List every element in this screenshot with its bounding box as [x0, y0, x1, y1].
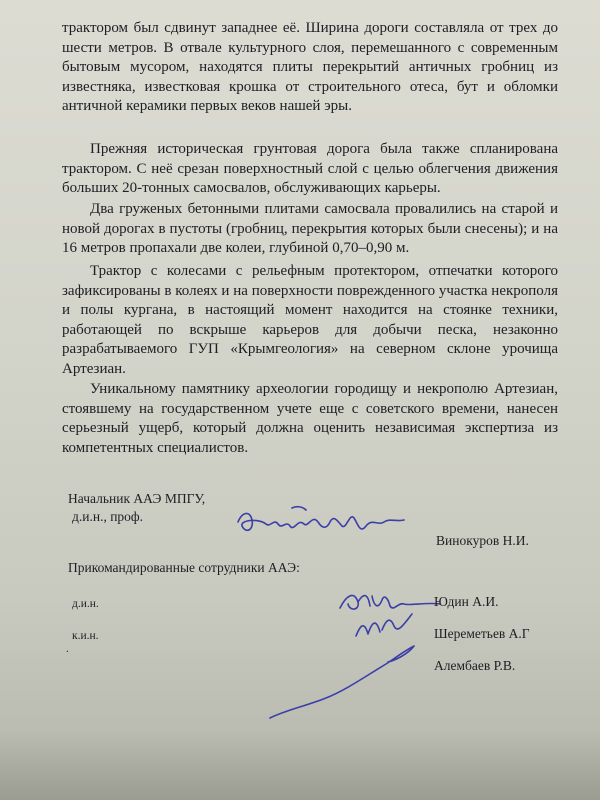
paragraph-trucks-collapse: Два груженых бетонными плитами самосвала провалились на старой и новой дорогах в пустоты (гробниц, перекрытия которых были снесены); и на 16 метров пропахали две колеи, глубиной 0,70–0,90 м. — [62, 201, 558, 256]
handwritten-signature-vinokurov — [232, 500, 412, 545]
head-name: Винокуров Н.И. — [436, 533, 529, 548]
page-edge-shadow — [0, 730, 600, 800]
staff-degree-2: к.и.н. — [72, 630, 99, 642]
paragraph-continuation: трактором был сдвинут западнее её. Ширина дороги составляла от трех до шести метров. В отвале культурного слоя, перемешанного с современным бытовым мусором, находятся плиты перекрытий античных гробниц из известняка, известковая крошка от строительного отеса, бут и обломки античной керамики первых веков нашей эры. — [62, 20, 558, 114]
staff-degree-1: д.и.н. — [72, 598, 99, 610]
paragraph-damage: Уникальному памятнику археологии городищу и некрополю Артезиан, стоявшему на государственном учете еще с советского времени, нанесен серьезный ущерб, который должна оценить независимая экспертиза из компетентных специалистов. — [62, 381, 558, 456]
staff-name-1: Юдин А.И. — [434, 594, 499, 609]
paragraph-road-leveling: Прежняя историческая грунтовая дорога была также спланирована трактором. С неё срезан поверхностный слой с целью облегчения движения больших 20-тонных самосвалов, обслуживающих карьеры. — [62, 141, 558, 196]
staff-name-3: Алембаев Р.В. — [434, 658, 516, 673]
head-title: Начальник ААЭ МПГУ, — [68, 491, 206, 506]
paragraph-tractor: Трактор с колесами с рельефным протектором, отпечатки которого зафиксированы в колеях и на поверхности поврежденного участка некрополя и полы кургана, в настоящий момент находится на стоянке техники, работающей по вскрыше карьеров для добычи песка, незаконно разрабатываемого ГУП «Крымгеология» на северном склоне урочища Артезиан. — [62, 263, 558, 377]
staff-degree-3: . — [66, 643, 69, 655]
staff-name-2: Шереметьев А.Г — [434, 626, 530, 641]
staff-title: Прикомандированные сотрудники ААЭ: — [68, 560, 300, 575]
handwritten-signature-alembaev — [266, 640, 426, 725]
head-degree: д.и.н., проф. — [72, 509, 144, 524]
